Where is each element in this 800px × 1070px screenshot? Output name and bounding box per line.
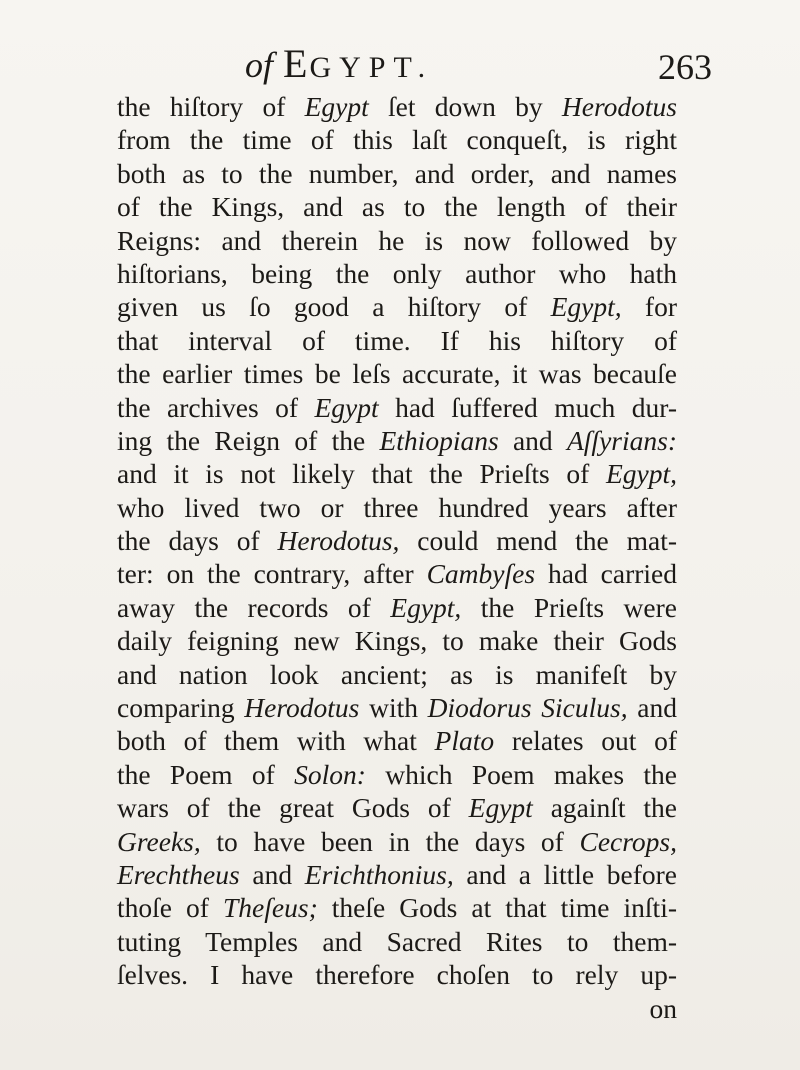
- text-line: who lived two or three hundred years after: [117, 491, 677, 523]
- italic-term: Theſeus;: [223, 892, 318, 924]
- catchword: on: [649, 992, 677, 1024]
- italic-term: Erichthonius,: [304, 858, 454, 890]
- italic-term: Cecrops,: [579, 825, 677, 857]
- text-line: both as to the number, and order, and names: [117, 157, 677, 189]
- italic-term: Herodotus,: [277, 525, 400, 557]
- text-line: the earlier times be leſs accurate, it was becauſe: [117, 358, 677, 390]
- text-line: Erechtheus and Erichthonius, and a little before: [117, 858, 677, 890]
- text-line: the archives of Egypt had ſuffered much dur-: [117, 391, 677, 423]
- text-line: the Poem of Solon: which Poem makes the: [117, 758, 677, 790]
- italic-term: Egypt: [314, 391, 379, 423]
- italic-term: Herodotus: [561, 91, 677, 122]
- italic-term: Diodorus Siculus,: [427, 692, 628, 724]
- text-line: ſelves. I have therefore choſen to rely up-: [117, 959, 677, 991]
- running-title-rest: GYPT.: [309, 51, 434, 84]
- italic-term: Egypt: [304, 91, 369, 122]
- italic-term: Egypt,: [605, 458, 677, 490]
- italic-term: Erechtheus: [117, 858, 240, 890]
- text-line: wars of the great Gods of Egypt againſt the: [117, 792, 678, 824]
- italic-term: Egypt,: [390, 591, 462, 623]
- running-title: [245, 40, 433, 87]
- text-line: ing the Reign of the Ethiopians and Aſſyrians:: [117, 424, 677, 456]
- text-line: thoſe of Theſeus; theſe Gods at that time inſti-: [117, 892, 677, 924]
- text-line: ter: on the contrary, after Cambyſes had carried: [117, 558, 677, 590]
- italic-term: Solon:: [294, 758, 366, 790]
- text-line: Reigns: and therein he is now followed by: [117, 224, 677, 256]
- body-text: [117, 90, 677, 1025]
- italic-term: Egypt,: [550, 291, 622, 323]
- text-line: and nation look ancient; as is manifeſt by: [117, 658, 677, 690]
- page-number: 263: [658, 47, 712, 87]
- text-line: that interval of time. If his hiſtory of: [117, 324, 677, 356]
- text-line: given us ſo good a hiſtory of Egypt, for: [117, 291, 677, 323]
- italic-term: Egypt: [468, 792, 533, 824]
- text-line: hiſtorians, being the only author who hath: [117, 257, 677, 289]
- text-line: and it is not likely that the Prieſts of Egypt,: [117, 458, 677, 490]
- running-title-of: of: [245, 45, 274, 85]
- text-line: both of them with what Plato relates out of: [117, 725, 677, 757]
- running-head: [0, 40, 800, 90]
- text-line: away the records of Egypt, the Prieſts were: [117, 591, 677, 623]
- text-line: comparing Herodotus with Diodorus Siculus, and: [117, 692, 677, 724]
- running-title-initial: E: [283, 41, 310, 86]
- text-line: Greeks, to have been in the days of Cecrops,: [117, 825, 677, 857]
- text-line: of the Kings, and as to the length of their: [117, 191, 677, 223]
- text-line: tuting Temples and Sacred Rites to them-: [117, 925, 677, 957]
- italic-term: Greeks,: [117, 825, 201, 857]
- text-line: the hiſtory of Egypt ſet down by Herodotus: [117, 91, 677, 122]
- italic-term: Aſſyrians:: [566, 424, 677, 456]
- italic-term: Ethiopians: [379, 424, 499, 456]
- italic-term: Cambyſes: [426, 558, 536, 590]
- italic-term: Plato: [434, 725, 495, 757]
- text-line: daily feigning new Kings, to make their Gods: [117, 625, 677, 657]
- text-line: from the time of this laſt conqueſt, is right: [117, 124, 677, 156]
- italic-term: Herodotus: [244, 692, 360, 724]
- text-line: the days of Herodotus, could mend the mat-: [117, 525, 677, 557]
